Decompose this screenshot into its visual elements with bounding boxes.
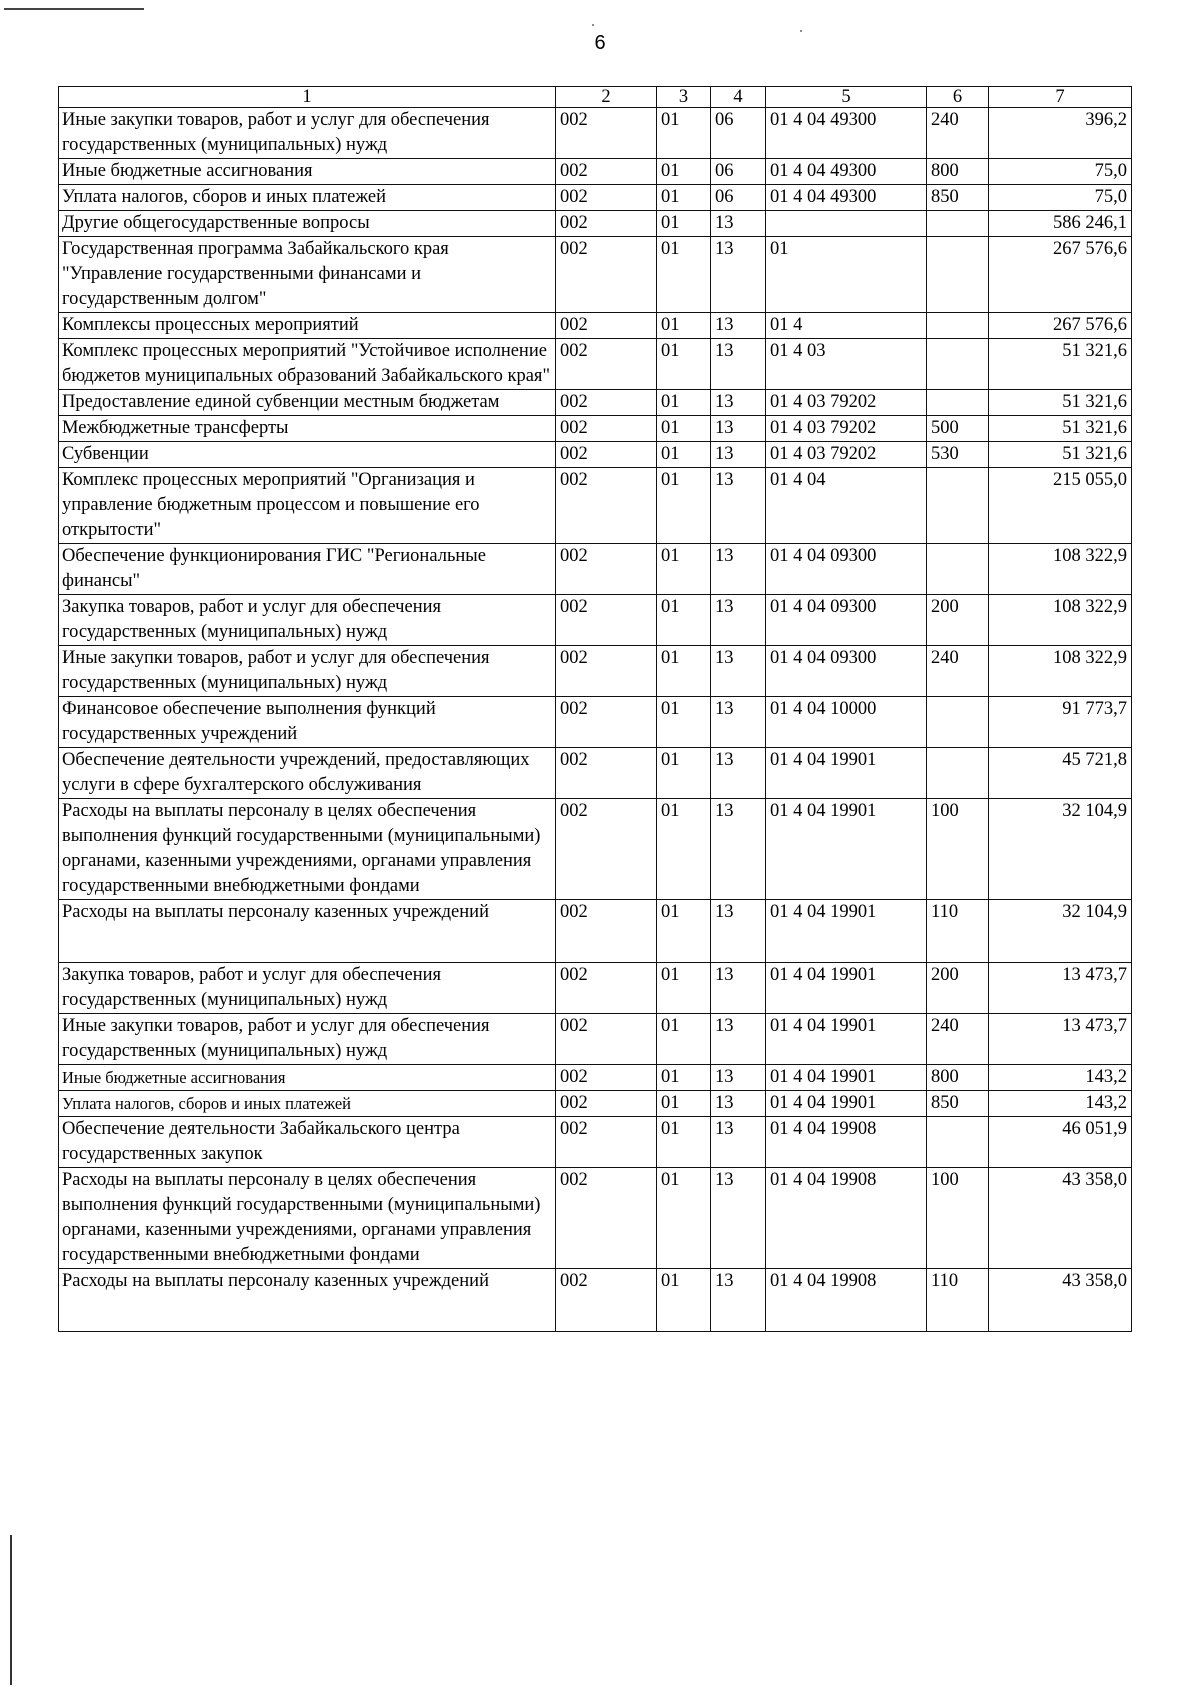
row-amount: 51 321,6 (989, 390, 1132, 416)
table-row (59, 237, 1132, 313)
table-row (59, 159, 1132, 185)
row-ministry-code: 002 (556, 237, 657, 313)
row-name: Закупка товаров, работ и услуг для обеспечения государственных (муниципальных) нужд (59, 963, 556, 1014)
row-ministry-code: 002 (556, 339, 657, 390)
row-ministry-code: 002 (556, 1014, 657, 1065)
table-row (59, 339, 1132, 390)
header-row (59, 87, 1132, 108)
row-subsection: 13 (711, 900, 766, 963)
table-row (59, 185, 1132, 211)
table-row (59, 1168, 1132, 1269)
row-target-article: 01 4 03 79202 (766, 416, 927, 442)
row-section: 01 (657, 390, 711, 416)
header-col-1: 1 (59, 87, 556, 108)
row-expense-type: 850 (927, 185, 989, 211)
row-name: Другие общегосударственные вопросы (59, 211, 556, 237)
row-name: Комплекс процессных мероприятий "Устойчивое исполнение бюджетов муниципальных образований Забайкальского края" (59, 339, 556, 390)
table-row (59, 595, 1132, 646)
row-name: Обеспечение деятельности учреждений, предоставляющих услуги в сфере бухгалтерского обслуживания (59, 748, 556, 799)
row-section: 01 (657, 900, 711, 963)
row-amount: 51 321,6 (989, 339, 1132, 390)
table-row (59, 1091, 1132, 1117)
row-subsection: 13 (711, 1065, 766, 1091)
row-expense-type (927, 544, 989, 595)
row-name: Субвенции (59, 442, 556, 468)
row-amount: 75,0 (989, 185, 1132, 211)
row-name: Закупка товаров, работ и услуг для обеспечения государственных (муниципальных) нужд (59, 595, 556, 646)
row-subsection: 13 (711, 237, 766, 313)
header-col-5: 5 (766, 87, 927, 108)
table-row (59, 646, 1132, 697)
row-section: 01 (657, 313, 711, 339)
row-amount: 43 358,0 (989, 1168, 1132, 1269)
row-subsection: 13 (711, 799, 766, 900)
row-section: 01 (657, 416, 711, 442)
row-amount: 51 321,6 (989, 442, 1132, 468)
row-expense-type (927, 748, 989, 799)
row-name: Предоставление единой субвенции местным бюджетам (59, 390, 556, 416)
row-target-article: 01 4 04 (766, 468, 927, 544)
row-section: 01 (657, 1014, 711, 1065)
row-amount: 143,2 (989, 1065, 1132, 1091)
page-number: 6 (594, 32, 606, 54)
row-amount: 43 358,0 (989, 1269, 1132, 1332)
row-subsection: 13 (711, 544, 766, 595)
table-row (59, 416, 1132, 442)
table-row (59, 211, 1132, 237)
row-name: Комплексы процессных мероприятий (59, 313, 556, 339)
table-row (59, 1065, 1132, 1091)
row-expense-type: 200 (927, 963, 989, 1014)
row-expense-type: 850 (927, 1091, 989, 1117)
row-expense-type: 100 (927, 1168, 989, 1269)
row-target-article: 01 4 04 19901 (766, 963, 927, 1014)
row-target-article: 01 4 04 19901 (766, 900, 927, 963)
row-name: Иные бюджетные ассигнования (59, 159, 556, 185)
row-ministry-code: 002 (556, 748, 657, 799)
row-section: 01 (657, 595, 711, 646)
row-expense-type: 110 (927, 1269, 989, 1332)
row-section: 01 (657, 1168, 711, 1269)
row-section: 01 (657, 646, 711, 697)
row-expense-type: 800 (927, 159, 989, 185)
row-section: 01 (657, 748, 711, 799)
row-expense-type (927, 339, 989, 390)
row-ministry-code: 002 (556, 313, 657, 339)
row-ministry-code: 002 (556, 1065, 657, 1091)
row-subsection: 13 (711, 1117, 766, 1168)
row-target-article: 01 (766, 237, 927, 313)
row-name: Иные закупки товаров, работ и услуг для обеспечения государственных (муниципальных) нужд (59, 108, 556, 159)
row-target-article: 01 4 04 19901 (766, 748, 927, 799)
row-name: Комплекс процессных мероприятий "Организация и управление бюджетным процессом и повышение его открытости" (59, 468, 556, 544)
table-row (59, 390, 1132, 416)
row-expense-type: 200 (927, 595, 989, 646)
row-ministry-code: 002 (556, 1091, 657, 1117)
row-expense-type: 800 (927, 1065, 989, 1091)
row-amount: 51 321,6 (989, 416, 1132, 442)
row-expense-type (927, 1117, 989, 1168)
row-section: 01 (657, 237, 711, 313)
row-section: 01 (657, 442, 711, 468)
row-target-article: 01 4 04 19908 (766, 1269, 927, 1332)
row-subsection: 13 (711, 390, 766, 416)
header-col-6: 6 (927, 87, 989, 108)
row-ministry-code: 002 (556, 390, 657, 416)
row-target-article: 01 4 04 09300 (766, 544, 927, 595)
row-subsection: 13 (711, 211, 766, 237)
row-name: Государственная программа Забайкальского края "Управление государственными финансами и государственным долгом" (59, 237, 556, 313)
row-target-article: 01 4 04 19908 (766, 1117, 927, 1168)
row-amount: 267 576,6 (989, 237, 1132, 313)
row-name: Расходы на выплаты персоналу казенных учреждений (59, 900, 556, 963)
row-target-article: 01 4 04 09300 (766, 646, 927, 697)
table-row (59, 468, 1132, 544)
row-expense-type: 110 (927, 900, 989, 963)
row-target-article: 01 4 04 19901 (766, 799, 927, 900)
row-amount: 108 322,9 (989, 544, 1132, 595)
row-expense-type (927, 468, 989, 544)
row-subsection: 13 (711, 313, 766, 339)
row-subsection: 13 (711, 646, 766, 697)
header-col-2: 2 (556, 87, 657, 108)
table-row (59, 697, 1132, 748)
row-ministry-code: 002 (556, 646, 657, 697)
table-row (59, 442, 1132, 468)
row-expense-type (927, 697, 989, 748)
row-name: Обеспечение деятельности Забайкальского центра государственных закупок (59, 1117, 556, 1168)
row-target-article: 01 4 03 (766, 339, 927, 390)
row-ministry-code: 002 (556, 1168, 657, 1269)
row-name: Иные бюджетные ассигнования (59, 1065, 556, 1091)
row-target-article: 01 4 04 19901 (766, 1065, 927, 1091)
row-ministry-code: 002 (556, 697, 657, 748)
row-subsection: 06 (711, 159, 766, 185)
row-ministry-code: 002 (556, 416, 657, 442)
row-name: Расходы на выплаты персоналу казенных учреждений (59, 1269, 556, 1332)
row-amount: 108 322,9 (989, 646, 1132, 697)
header-col-4: 4 (711, 87, 766, 108)
row-amount: 215 055,0 (989, 468, 1132, 544)
row-name: Расходы на выплаты персоналу в целях обеспечения выполнения функций государственными (муниципальными) органами, казенными учреждениями, органами управления государственными внебюджетными фондами (59, 1168, 556, 1269)
row-amount: 586 246,1 (989, 211, 1132, 237)
row-name: Иные закупки товаров, работ и услуг для обеспечения государственных (муниципальных) нужд (59, 646, 556, 697)
row-target-article: 01 4 (766, 313, 927, 339)
row-amount: 13 473,7 (989, 963, 1132, 1014)
table-row (59, 313, 1132, 339)
row-section: 01 (657, 159, 711, 185)
row-target-article: 01 4 04 19901 (766, 1091, 927, 1117)
table-row (59, 1117, 1132, 1168)
row-amount: 13 473,7 (989, 1014, 1132, 1065)
row-expense-type: 100 (927, 799, 989, 900)
header-col-7: 7 (989, 87, 1132, 108)
row-name: Межбюджетные трансферты (59, 416, 556, 442)
row-target-article (766, 211, 927, 237)
row-expense-type (927, 390, 989, 416)
row-target-article: 01 4 04 49300 (766, 108, 927, 159)
row-amount: 143,2 (989, 1091, 1132, 1117)
row-amount: 91 773,7 (989, 697, 1132, 748)
row-section: 01 (657, 1117, 711, 1168)
row-name: Финансовое обеспечение выполнения функций государственных учреждений (59, 697, 556, 748)
table-row (59, 1014, 1132, 1065)
row-expense-type: 240 (927, 108, 989, 159)
row-name: Иные закупки товаров, работ и услуг для обеспечения государственных (муниципальных) нужд (59, 1014, 556, 1065)
row-target-article: 01 4 04 09300 (766, 595, 927, 646)
row-ministry-code: 002 (556, 185, 657, 211)
row-target-article: 01 4 04 19901 (766, 1014, 927, 1065)
scan-artifact-dot (592, 24, 594, 26)
row-section: 01 (657, 1269, 711, 1332)
table-row (59, 544, 1132, 595)
row-target-article: 01 4 03 79202 (766, 390, 927, 416)
row-subsection: 13 (711, 416, 766, 442)
row-section: 01 (657, 211, 711, 237)
header-col-3: 3 (657, 87, 711, 108)
row-target-article: 01 4 04 49300 (766, 159, 927, 185)
row-name: Уплата налогов, сборов и иных платежей (59, 185, 556, 211)
row-subsection: 13 (711, 339, 766, 390)
row-ministry-code: 002 (556, 108, 657, 159)
row-ministry-code: 002 (556, 1269, 657, 1332)
row-section: 01 (657, 339, 711, 390)
row-ministry-code: 002 (556, 159, 657, 185)
row-section: 01 (657, 544, 711, 595)
row-name: Обеспечение функционирования ГИС "Региональные финансы" (59, 544, 556, 595)
row-subsection: 06 (711, 185, 766, 211)
row-name: Расходы на выплаты персоналу в целях обеспечения выполнения функций государственными (муниципальными) органами, казенными учреждениями, органами управления государственными внебюджетными фондами (59, 799, 556, 900)
row-subsection: 13 (711, 748, 766, 799)
table-row (59, 900, 1132, 963)
row-section: 01 (657, 1091, 711, 1117)
row-subsection: 13 (711, 1014, 766, 1065)
row-target-article: 01 4 04 10000 (766, 697, 927, 748)
row-amount: 75,0 (989, 159, 1132, 185)
row-ministry-code: 002 (556, 442, 657, 468)
row-subsection: 13 (711, 1269, 766, 1332)
row-subsection: 13 (711, 1091, 766, 1117)
row-subsection: 06 (711, 108, 766, 159)
row-ministry-code: 002 (556, 1117, 657, 1168)
table-row (59, 108, 1132, 159)
row-target-article: 01 4 04 19908 (766, 1168, 927, 1269)
table-row (59, 748, 1132, 799)
row-amount: 45 721,8 (989, 748, 1132, 799)
table-row (59, 799, 1132, 900)
budget-table (58, 86, 1132, 1332)
row-expense-type (927, 211, 989, 237)
row-ministry-code: 002 (556, 595, 657, 646)
scan-artifact-edge (10, 1535, 12, 1685)
table-row (59, 963, 1132, 1014)
row-section: 01 (657, 185, 711, 211)
row-ministry-code: 002 (556, 544, 657, 595)
row-target-article: 01 4 03 79202 (766, 442, 927, 468)
row-ministry-code: 002 (556, 799, 657, 900)
row-amount: 396,2 (989, 108, 1132, 159)
row-section: 01 (657, 468, 711, 544)
row-section: 01 (657, 963, 711, 1014)
row-expense-type (927, 237, 989, 313)
scan-artifact-line (4, 8, 144, 10)
row-ministry-code: 002 (556, 963, 657, 1014)
row-amount: 108 322,9 (989, 595, 1132, 646)
row-expense-type: 240 (927, 1014, 989, 1065)
row-subsection: 13 (711, 468, 766, 544)
row-subsection: 13 (711, 595, 766, 646)
table-row (59, 1269, 1132, 1332)
row-target-article: 01 4 04 49300 (766, 185, 927, 211)
row-subsection: 13 (711, 697, 766, 748)
row-section: 01 (657, 108, 711, 159)
row-section: 01 (657, 697, 711, 748)
row-section: 01 (657, 1065, 711, 1091)
row-subsection: 13 (711, 1168, 766, 1269)
row-name: Уплата налогов, сборов и иных платежей (59, 1091, 556, 1117)
row-ministry-code: 002 (556, 468, 657, 544)
row-amount: 46 051,9 (989, 1117, 1132, 1168)
row-expense-type: 500 (927, 416, 989, 442)
row-expense-type: 530 (927, 442, 989, 468)
row-amount: 32 104,9 (989, 900, 1132, 963)
row-ministry-code: 002 (556, 900, 657, 963)
row-expense-type (927, 313, 989, 339)
row-subsection: 13 (711, 963, 766, 1014)
row-ministry-code: 002 (556, 211, 657, 237)
row-amount: 32 104,9 (989, 799, 1132, 900)
row-amount: 267 576,6 (989, 313, 1132, 339)
row-expense-type: 240 (927, 646, 989, 697)
row-section: 01 (657, 799, 711, 900)
row-subsection: 13 (711, 442, 766, 468)
